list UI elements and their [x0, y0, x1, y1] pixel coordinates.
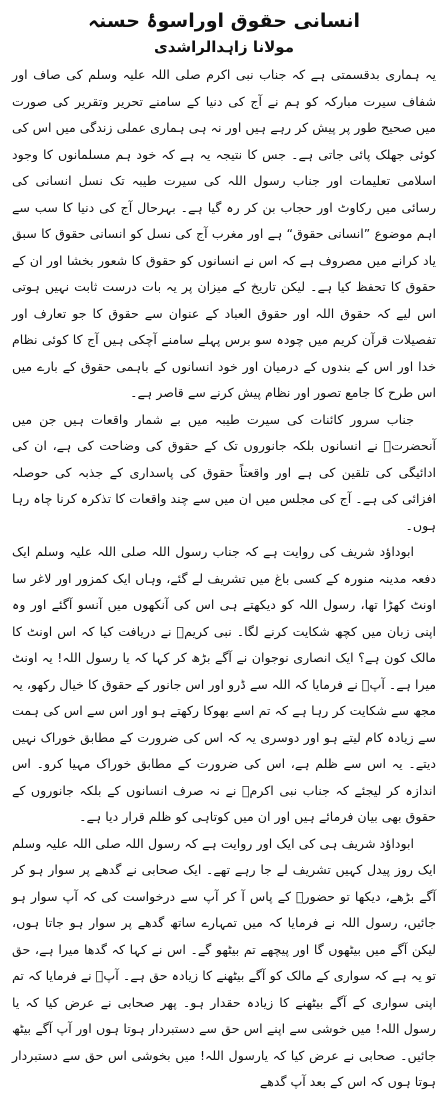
article-paragraph-1: یہ ہماری بدقسمتی ہے کہ جناب نبی اکرم صلی اللہ علیہ وسلم کی صاف اور شفاف سیرت مبارکہ کو ہم نے آج کی دنیا کے سامنے تحریر وتقریر کی صورت میں صحیح طور پر پیش کر رہے ہیں اور نہ ہی ہماری عملی زندگی میں اس کی کوئی جھلک پائی جاتی ہے۔ جس کا نتیجہ یہ ہے کہ خود ہم مسلمانوں کا وجود اسلامی تعلیمات اور جناب رسول اللہ کی سیرت طیبہ تک نسل انسانی کی رسائی میں رکاوٹ اور حجاب بن کر رہ گیا ہے۔ بہرحال آج کی دنیا کا سب سے اہم موضوع ”انسانی حقوق“ ہے اور مغرب آج کی نسل کو انسانی حقوق کا سبق یاد کرانے میں مصروف ہے کہ اس نے انسانوں کو حقوق کا شعور بخشا اور ان کے حقوق کا تحفظ کیا ہے۔ لیکن تاریخ کے میزان پر یہ بات درست ثابت نہیں ہوتی اس لیے کہ حقوق اللہ اور حقوق العباد کے عنوان سے حقوق کا جو تعارف اور تفصیلات قرآن کریم میں چودہ سو برس پہلے سامنے آچکی ہیں آج کا کوئی نظام خدا اور اس کے بندوں کے درمیان اور خود انسانوں کے باہمی حقوق کے بارے میں اس طرح کا جامع تصور اور نظام پیش کرنے سے قاصر ہے۔	[12, 67, 436, 400]
article-paragraph-4: ابوداؤد شریف ہی کی ایک اور روایت ہے کہ رسول اللہ صلی اللہ علیہ وسلم ایک روز پیدل کہیں تشریف لے جا رہے تھے۔ ایک صحابی نے گدھے پر سوار ہو کر آگے بڑھے، دیکھا تو حضورؐ کے پاس آ کر آپ سے درخواست کی کہ آپ سوار ہو جائیں، رسول اللہ نے فرمایا کہ میں تمہارے ساتھ گدھے پر سوار ہو جاتا ہوں، لیکن آگے میں بیٹھوں گا اور پیچھے تم بیٹھو گے۔ اس نے کہا کہ گدھا میرا ہے، حق تو یہ ہے کہ سواری کے مالک کو آگے بیٹھنے کا زیادہ حق ہے۔ آپؐ نے فرمایا کہ تم اپنی سواری کے آگے بیٹھنے کا زیادہ حقدار ہو۔ پھر صحابی نے عرض کیا کہ یا رسول اللہ! میں خوشی سے اپنے اس حق سے دستبردار ہوتا ہوں اور آپ آگے بیٹھ جائیں۔ صحابی نے عرض کیا کہ یارسول اللہ! میں بخوشی اس حق سے دستبردار ہوتا ہوں کہ اس کے بعد آپ گدھے	[12, 835, 436, 1089]
article-author: مولانا زاہدالراشدی	[154, 38, 294, 56]
article-title: انسانی حقوق اوراسوۂ حسنہ	[87, 10, 360, 32]
article-paragraph-2: جناب سرور کائنات کی سیرت طیبہ میں بے شمار واقعات ہیں جن میں آنحضرتؐ نے انسانوں بلکہ جانوروں تک کے حقوق کی وضاحت کی ہے، ان کی ادائیگی کی تلقین کی ہے اور واقعتاً حقوق کی پاسداری کے جذبہ کی حوصلہ افزائی کی ہے۔ آج کی مجلس میں ان میں سے چند واقعات کا تذکرہ کرنا چاہ رہا ہوں۔	[12, 411, 436, 533]
article-paragraph-3: ابوداؤد شریف کی روایت ہے کہ جناب رسول اللہ صلی اللہ علیہ وسلم ایک دفعہ مدینہ منورہ کے کسی باغ میں تشریف لے گئے، وہاں ایک کمزور اور لاغر سا اونٹ کھڑا تھا، رسول اللہ کو دیکھتے ہی اس کی آنکھوں میں آنسو آگئے اور وہ اپنی زبان میں کچھ شکایت کرنے لگا۔ نبی کریمؐ نے دریافت کیا کہ اس اونٹ کا مالک کون ہے؟ ایک انصاری نوجوان نے آگے بڑھ کر کہا کہ یا رسول اللہ! یہ اونٹ میرا ہے۔ آپؐ نے فرمایا کہ اللہ سے ڈرو اور اس جانور کے حقوق کا خیال رکھو، یہ مجھ سے شکایت کر رہا ہے کہ تم اسے بھوکا رکھتے ہو اور اس سے اس کی ہمت سے زیادہ کام لیتے ہو اور دوسری یہ کہ اس کی ضرورت کے مطابق خوراک نہیں دیتے۔ یہ اس سے ظلم ہے، اس کی ضرورت کے مطابق خوراک مہیا کرو۔ اس اندازہ کر لیجئے کہ جناب نبی اکرمؐ نے نہ صرف انسانوں کے بلکہ جانوروں کے حقوق بھی بیان فرمائے ہیں اور ان میں کوتاہی کو ظلم قرار دیا ہے۔	[12, 544, 436, 824]
